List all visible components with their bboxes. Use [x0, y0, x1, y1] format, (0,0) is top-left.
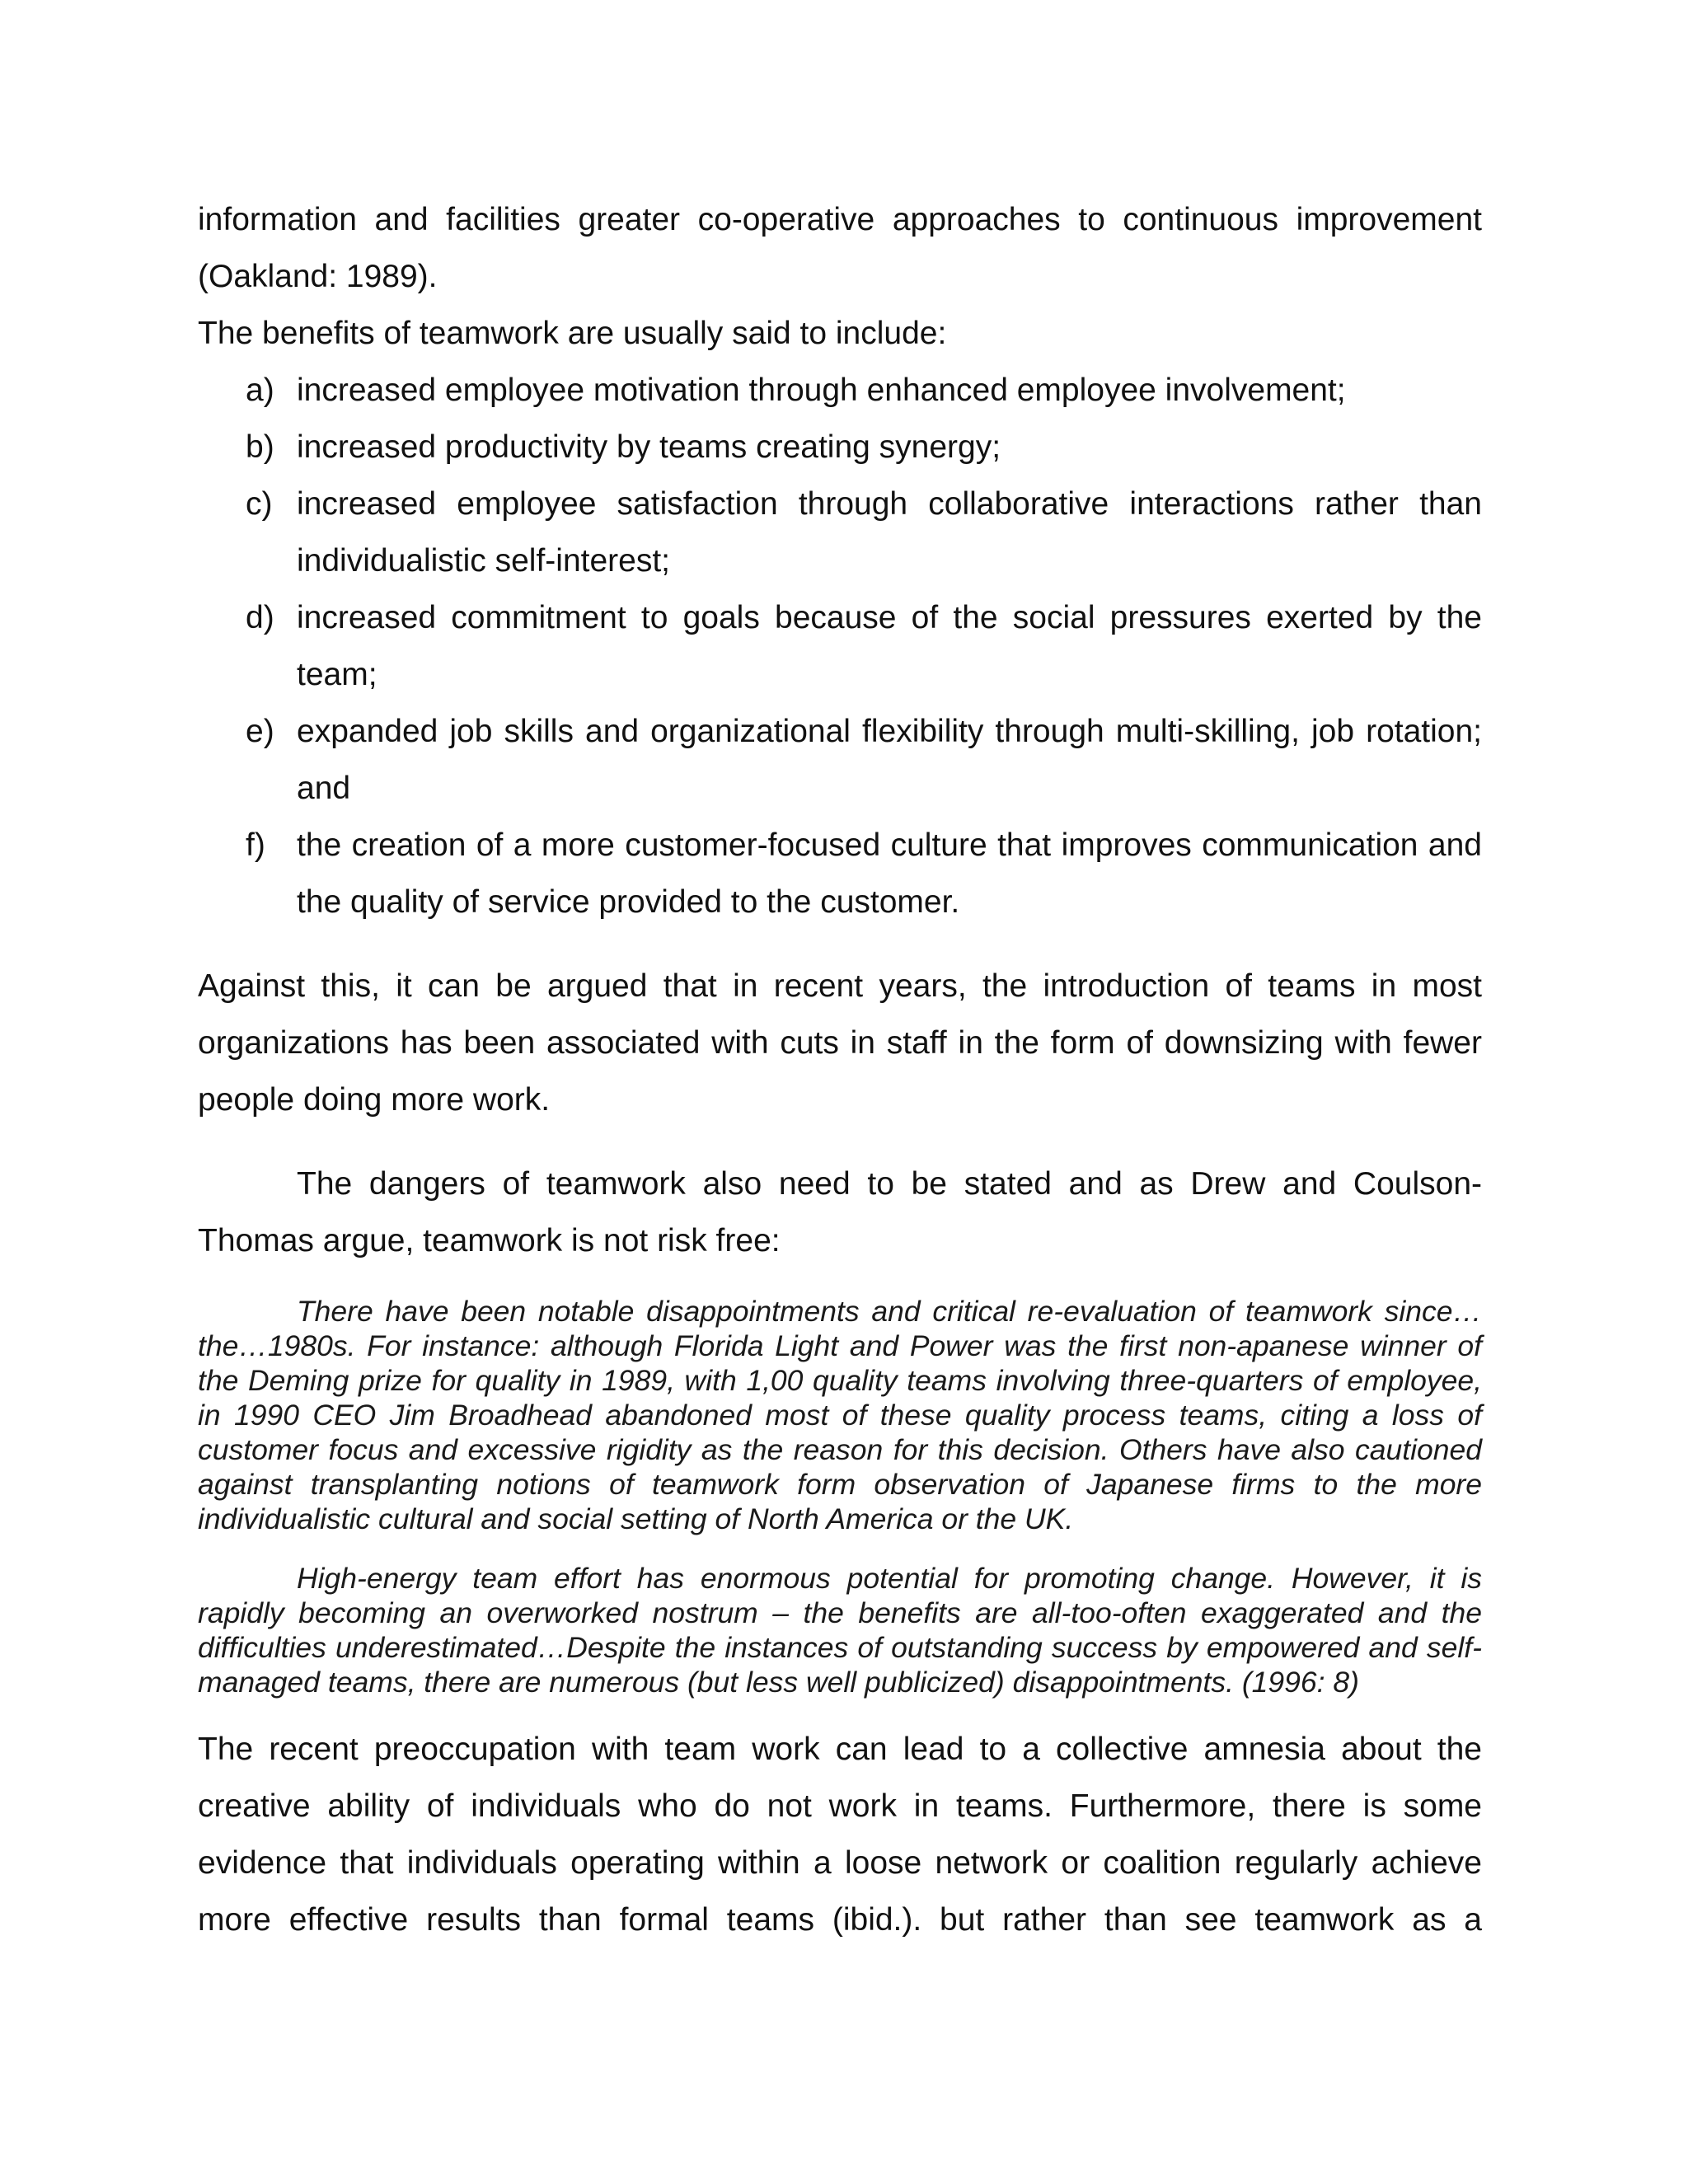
list-marker: c): [246, 486, 273, 522]
list-item-text: increased employee satisfaction through collaborative interactions rather than individualistic self-interest;: [297, 486, 1482, 579]
intro-paragraph: information and facilities greater co-operative approaches to continuous improvement (Oakland: 1989).: [198, 202, 1482, 294]
list-marker: f): [246, 827, 265, 863]
paragraph-spacer: [198, 1269, 1482, 1294]
list-item-text: increased commitment to goals because of the social pressures exerted by the team;: [297, 600, 1482, 692]
benefits-list: [198, 362, 1482, 930]
document-page: [198, 191, 1482, 1948]
paragraph-spacer: [198, 930, 1482, 958]
list-item: [198, 419, 1482, 476]
block-quote-2: High-energy team effort has enormous potential for promoting change. However, it is rapidly becoming an overworked nostrum – the benefits are all-too-often exaggerated and the difficulties underestimated…Despite the instances of outstanding success by empowered and self-managed teams, there are numerous (but less well publicized) disappointments. (1996: 8): [198, 1562, 1482, 1699]
list-item-text: expanded job skills and organizational flexibility through multi-skilling, job rotation; and: [297, 714, 1482, 806]
list-item: [198, 817, 1482, 930]
list-marker: a): [246, 373, 274, 408]
closing-paragraph: The recent preoccupation with team work can lead to a collective amnesia about the creative ability of individuals who do not work in teams. Furthermore, there is some evidence that individuals operating within a loose network or coalition regularly achieve more effective results than formal teams (ibid.). but rather than see teamwork as a: [198, 1732, 1482, 1938]
paragraph-spacer: [198, 1128, 1482, 1155]
list-item: [198, 476, 1482, 589]
against-paragraph: Against this, it can be argued that in recent years, the introduction of teams in most organizations has been associated with cuts in staff in the form of downsizing with fewer people doing more work.: [198, 968, 1482, 1118]
list-marker: b): [246, 429, 274, 465]
list-marker: d): [246, 600, 274, 635]
benefits-lead: The benefits of teamwork are usually said to include:: [198, 316, 947, 351]
list-item-text: increased productivity by teams creating synergy;: [297, 429, 1001, 465]
list-item: [198, 589, 1482, 703]
block-quote-1: There have been notable disappointments and critical re-evaluation of teamwork since…the…1980s. For instance: although Florida Light and Power was the first non-apanese winner of the Deming prize for quality in 1989, with 1,00 quality teams involving three-quarters of employee, in 1990 CEO Jim Broadhead abandoned most of these quality process teams, citing a loss of customer focus and excessive rigidity as the reason for this decision. Others have also cautioned against transplanting notions of teamwork form observation of Japanese firms to the more individualistic cultural and social setting of North America or the UK.: [198, 1295, 1482, 1535]
paragraph-spacer: [198, 1699, 1482, 1721]
list-item: [198, 703, 1482, 817]
list-marker: e): [246, 714, 274, 749]
list-item-text: the creation of a more customer-focused culture that improves communication and the quality of service provided to the customer.: [297, 827, 1482, 920]
list-item: [198, 362, 1482, 419]
list-item-text: increased employee motivation through enhanced employee involvement;: [297, 373, 1346, 408]
dangers-paragraph: The dangers of teamwork also need to be stated and as Drew and Coulson-Thomas argue, teamwork is not risk free:: [198, 1166, 1482, 1258]
paragraph-spacer: [198, 1536, 1482, 1561]
